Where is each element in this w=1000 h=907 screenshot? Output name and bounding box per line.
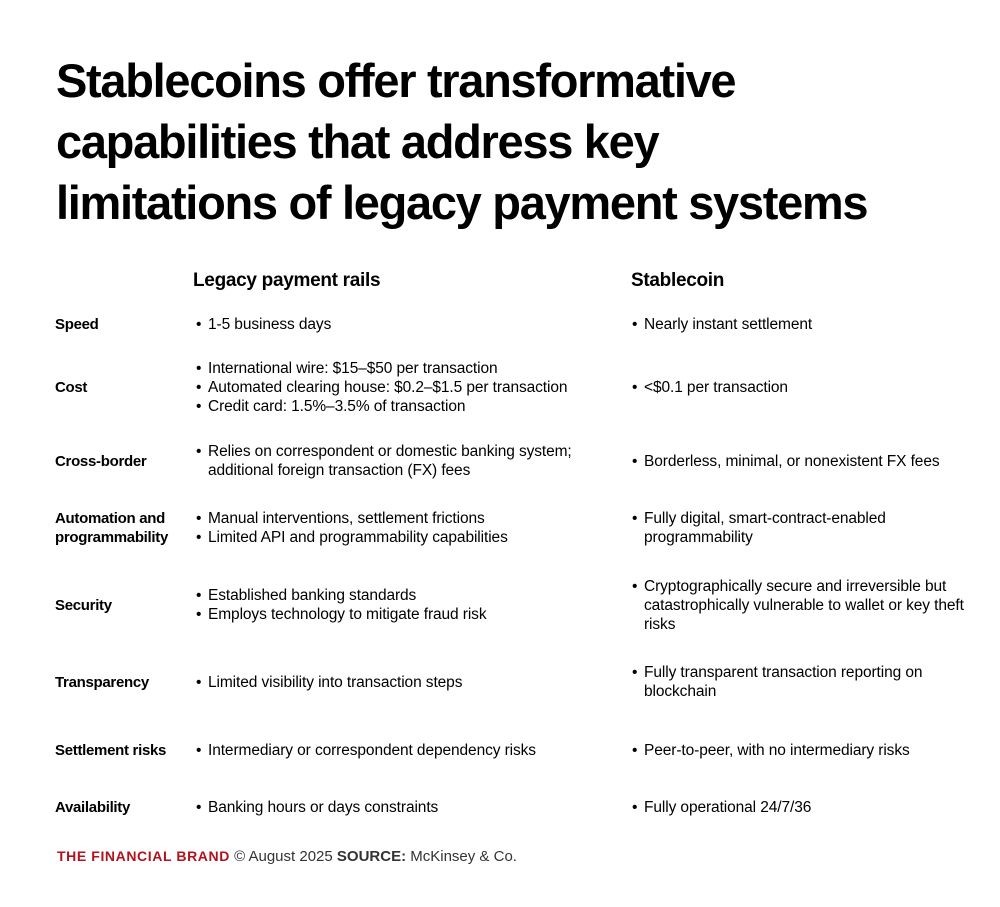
- legacy-cell: [196, 797, 621, 817]
- bullet-item: • Fully transparent transaction reporting on blockchain: [632, 663, 972, 701]
- footer-date: © August 2025: [234, 848, 333, 865]
- bullet-item: • Peer-to-peer, with no intermediary risks: [632, 741, 910, 760]
- legacy-cell: [196, 662, 621, 702]
- bullet-list: [196, 359, 567, 416]
- footer: [57, 848, 517, 865]
- title-line: limitations of legacy payment systems: [56, 176, 868, 229]
- legacy-cell: [196, 575, 621, 635]
- row-label-line: Availability: [55, 798, 131, 816]
- row-label-line: Security: [55, 596, 112, 614]
- legacy-cell: [196, 508, 621, 548]
- source-label: SOURCE:: [336, 848, 407, 865]
- bullet-item: • Employs technology to mitigate fraud risk: [196, 605, 486, 624]
- stablecoin-cell: [632, 575, 972, 635]
- brand-logo: THE FINANCIAL BRAND: [57, 848, 230, 864]
- row-label: [55, 575, 185, 635]
- bullet-item: • Automated clearing house: $0.2–$1.5 per transaction: [196, 378, 567, 397]
- table-row: [0, 797, 1000, 817]
- legacy-cell: [196, 441, 621, 481]
- stablecoin-cell: [632, 314, 972, 334]
- row-label: [55, 797, 185, 817]
- row-label: [55, 730, 185, 770]
- stablecoin-cell: [632, 797, 972, 817]
- table-row: [0, 441, 1000, 481]
- bullet-item: • International wire: $15–$50 per transaction: [196, 359, 567, 378]
- table-row: [0, 662, 1000, 702]
- row-label-line: Settlement risks: [55, 741, 167, 759]
- bullet-list: [632, 741, 910, 760]
- column-header-legacy: Legacy payment rails: [193, 270, 381, 291]
- row-label: [55, 441, 185, 481]
- bullet-list: [632, 663, 972, 701]
- bullet-list: [632, 315, 812, 334]
- bullet-item: • Limited visibility into transaction steps: [196, 673, 462, 692]
- row-label: [55, 357, 185, 417]
- bullet-item: • Cryptographically secure and irreversible but catastrophically vulnerable to wallet or key theft risks: [632, 577, 972, 634]
- bullet-item: • <$0.1 per transaction: [632, 378, 788, 397]
- bullet-item: • Established banking standards: [196, 586, 486, 605]
- stablecoin-cell: [632, 441, 972, 481]
- bullet-list: [196, 798, 438, 817]
- row-label-line: Transparency: [55, 673, 149, 691]
- bullet-item: • Fully digital, smart-contract-enabled programmability: [632, 509, 972, 547]
- row-label-line: Speed: [55, 315, 99, 333]
- legacy-cell: [196, 357, 621, 417]
- row-label: [55, 314, 185, 334]
- bullet-item: • Manual interventions, settlement frictions: [196, 509, 508, 528]
- bullet-item: • Credit card: 1.5%–3.5% of transaction: [196, 397, 567, 416]
- bullet-list: [196, 509, 508, 547]
- row-label-line: Cross-border: [55, 452, 147, 470]
- title-line: Stablecoins offer transformative: [56, 54, 736, 107]
- table-row: [0, 575, 1000, 635]
- table-row: [0, 508, 1000, 548]
- bullet-list: [196, 741, 536, 760]
- row-label: [55, 662, 185, 702]
- page-title: [56, 50, 976, 233]
- legacy-cell: [196, 314, 621, 334]
- bullet-list: [632, 577, 972, 634]
- table-row: [0, 357, 1000, 417]
- table-row: [0, 730, 1000, 770]
- bullet-list: [632, 509, 972, 547]
- bullet-item: • Limited API and programmability capabilities: [196, 528, 508, 547]
- bullet-list: [196, 586, 486, 624]
- bullet-list: [196, 315, 331, 334]
- bullet-list: [632, 798, 811, 817]
- bullet-item: • Banking hours or days constraints: [196, 798, 438, 817]
- stablecoin-cell: [632, 357, 972, 417]
- legacy-cell: [196, 730, 621, 770]
- row-label-line: programmability: [55, 529, 169, 546]
- column-header-stablecoin: Stablecoin: [631, 270, 725, 291]
- row-label-line: Cost: [55, 378, 88, 396]
- stablecoin-cell: [632, 508, 972, 548]
- bullet-item: • Relies on correspondent or domestic banking system; additional foreign transaction (FX) fees: [196, 442, 621, 480]
- bullet-list: [632, 378, 788, 397]
- row-label-line: Automation and: [55, 510, 165, 527]
- bullet-item: • Nearly instant settlement: [632, 315, 812, 334]
- bullet-item: • Fully operational 24/7/36: [632, 798, 811, 817]
- bullet-list: [196, 673, 462, 692]
- table-row: [0, 314, 1000, 334]
- bullet-item: • 1-5 business days: [196, 315, 331, 334]
- source-text: McKinsey & Co.: [410, 848, 517, 865]
- stablecoin-cell: [632, 662, 972, 702]
- row-label: [55, 508, 185, 548]
- bullet-item: • Intermediary or correspondent dependency risks: [196, 741, 536, 760]
- bullet-item: • Borderless, minimal, or nonexistent FX fees: [632, 452, 940, 471]
- stablecoin-cell: [632, 730, 972, 770]
- bullet-list: [196, 442, 621, 480]
- title-line: capabilities that address key: [56, 115, 659, 168]
- bullet-list: [632, 452, 940, 471]
